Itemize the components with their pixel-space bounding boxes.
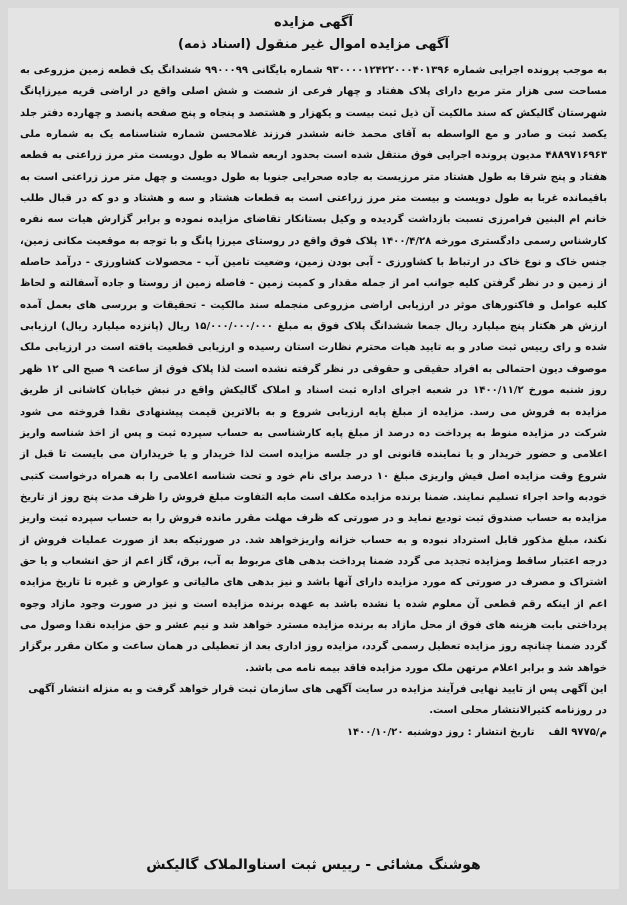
publication-note: این آگهی پس از تایید نهایی فرآیند مزایده در سایت آگهی های سازمان ثبت قرار خواهد گرفت و به منزله انتشار آگهی در روزنامه کثیرالانتشار محلی است. (28, 683, 607, 717)
notice-meta-row (20, 722, 607, 743)
reference-number: م/۹۷۷۵ الف (548, 726, 607, 738)
notice-header: آگهی مزایده (274, 15, 353, 30)
notice-body: به موجب پرونده اجرایی شماره ۹۳۰۰۰۰۱۲۴۲۲۰۰۰۴۰۱۳۹۶ شماره بایگانی ۹۹۰۰۰۹۹ ششدانگ یک قطعه زمین مزروعی به مساحت سی هزار متر مربع دارای پلاک هفتاد و چهار فرعی از شصت و شش اصلی واقع در اراضی قریه میرزاپانگ شهرستان گالیکش که سند مالکیت آن ذیل ثبت بیست و یکهزار و هشتصد و پنجاه و پنج صفحه پانصد و چهارده دفتر جلد یکصد ثبت و صادر و مع الواسطه به آقای محمد خانه ششدر فرزند غلامحسن شماره شناسنامه یک به شماره ملی ۴۸۸۹۷۱۶۹۶۳ مدیون پرونده اجرایی فوق منتقل شده است بحدود اربعه شمالا به طول دویست متر مرز زراعتی به قطعه هفتاد و پنج شرقا به طول هشتاد متر مرزیست به جاده صحرایی جنوبا به طول دویست و چهل متر مرز زراعتی است به باقیمانده غربا به طول دویست و بیست متر مرز زراعتی است به قطعات هشتاد و سه و هشتاد و دو که در قبال طلب خانم ام البنین فرامرزی تسبت بازداشت گردیده و وکیل بستانکار تقاضای مزایده نموده و برابر گزارش هیات سه نفره کارشناس رسمی دادگستری مورخه ۱۴۰۰/۴/۲۸ پلاک فوق واقع در روستای میرزا پانگ و با توجه به موقعیت مکانی زمین، جنس خاک و نوع خاک در ارتباط با کشاورزی - آبی بودن زمین، وضعیت تامین آب - محصولات کشاورزی - درآمد حاصله از زمین و در نظر گرفتن کلیه جوانب امر از جمله مقدار و کمیت زمین - فاصله زمین از روستا و جاده آسفالته و لحاظ کلیه عوامل و فاکتورهای موثر در ارزیابی اراضی مزروعی منجمله سند مالکیت - تحقیقات و بررسی های بعمل آمده ارزش هر هکتار پنج میلیارد ریال جمعا ششدانگ پلاک فوق به مبلغ ۱۵/۰۰۰/۰۰۰/۰۰۰ ریال (پانزده میلیارد ریال) ارزیابی شده و رای رییس ثبت صادر و به تایید هیات محترم نظارت استان رسیده و ارزیابی قطعیت یافته است در ارزیابی ملک موصوف دیون احتمالی به افراد حقیقی و حقوقی در نظر گرفته نشده است لذا پلاک فوق از ساعت ۹ صبح الی ۱۲ ظهر روز شنبه مورخ ۱۴۰۰/۱۱/۲ در شعبه اجرای اداره ثبت اسناد و املاک گالیکش واقع در نبش خیابان کاشانی از طریق مزایده به فروش می رسد. مزایده از مبلغ پایه ارزیابی شروع و به بالاترین قیمت پیشنهادی نقدا فروخته می شود شرکت در مزایده منوط به پرداخت ده درصد از مبلغ پایه کارشناسی به حساب سپرده ثبت و پس از اخذ شناسه واریز اعلامی و حضور خریدار و یا نماینده قانونی او در جلسه مزایده است لذا خریدار و یا خریداران می بایست تا قبل از شروع وقت مزایده اصل فیش واریزی مبلغ ۱۰ درصد برای نام خود و تحت شناسه اعلامی را به همراه درخواست کتبی خودبه واحد اجراء تسلیم نمایند. ضمنا برنده مزایده مکلف است مابه التفاوت مبلغ فروش را ظرف مدت پنج روز از تاریخ مزایده به حساب صندوق ثبت تودیع نماید و در صورتی که ظرف مهلت مقرر مانده فروش را به حساب سپرده ثبت واریز نکند، مبلغ مذکور قابل استرداد نبوده و به حساب خزانه واریزخواهد شد. در صورتیکه بعد از صورت عملیات فروش از درجه اعتبار ساقط ومزایده تجدید می گردد ضمنا پرداخت بدهی های مربوط به آب، برق، گاز اعم از حق انشعاب و یا حق اشتراک و مصرف در صورتی که مورد مزایده دارای آنها باشد و نیز بدهی های مالیاتی و عوارض و غیره تا تاریخ مزایده اعم از اینکه رقم قطعی آن معلوم شده یا نشده باشد به عهده برنده مزایده است و نیز در صورت وجود مازاد وجوه پرداختی بابت هزینه های فوق از محل مازاد به برنده مزایده مسترد خواهد شد و نیم عشر و حق مزایده نقدا وصول می گردد ضمنا چنانچه روز مزایده تعطیل رسمی گردد، مزایده روز اداری بعد از تعطیلی در همان ساعت و مکان مقرر برگزار خواهد شد و برابر اعلام مرتهن ملک مورد مزایده فاقد بیمه نامه می باشد. (20, 65, 608, 674)
publication-date: تاریخ انتشار : روز دوشنبه ۱۴۰۰/۱۰/۲۰ (346, 726, 535, 738)
notice-title: آگهی مزایده اموال غیر منقول (اسناد ذمه) (178, 37, 449, 52)
signature-line: هوشنگ مشائی - رییس ثبت اسناوالملاک گالیکش (146, 857, 481, 873)
notice-page (8, 8, 619, 889)
